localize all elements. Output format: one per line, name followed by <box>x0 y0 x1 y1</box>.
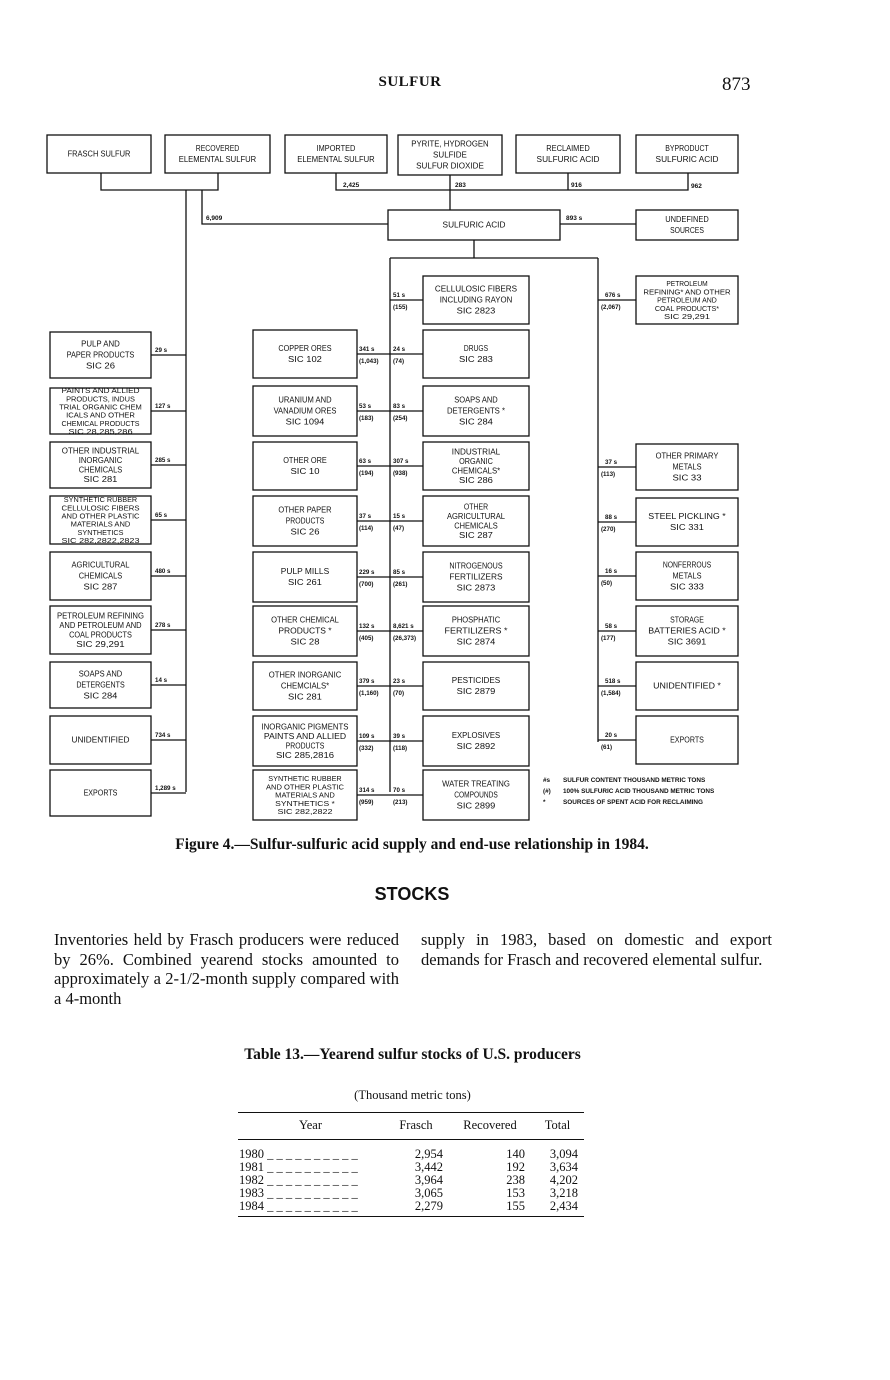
source-recovered-box-label: ELEMENTAL SULFUR <box>178 155 257 165</box>
mid-use-box-1-label: SIC 102 <box>288 355 322 365</box>
center-use-box-3 <box>423 386 529 436</box>
legend <box>543 777 715 806</box>
left-use-box-5-label: SIC 287 <box>83 582 118 592</box>
mid-use-box-1-label: COPPER ORES <box>278 344 332 354</box>
cell-year: 1982 _ _ _ _ _ _ _ _ _ _ <box>239 1173 358 1187</box>
right-use-box-6 <box>636 662 738 710</box>
center-use-box-7-label: SIC 2874 <box>456 637 497 647</box>
center-acid-value: (155) <box>393 304 408 311</box>
center-acid-value: (261) <box>393 581 408 588</box>
left-flow-value: 127 s <box>155 403 171 410</box>
column-header-year: Year <box>238 1113 383 1140</box>
mid-acid-value: (405) <box>359 635 374 642</box>
acid-source-bus-line <box>336 173 688 190</box>
source-recovered-box-frame <box>165 135 270 173</box>
section-heading-stocks: STOCKS <box>374 884 450 904</box>
center-use-box-7 <box>423 606 529 656</box>
center-use-box-6-label: FERTILIZERS <box>449 572 503 582</box>
sulfuric-acid-box-label: SULFURIC ACID <box>442 220 506 230</box>
center-use-box-3-label: SOAPS AND <box>454 395 499 405</box>
legend-text: SOURCES OF SPENT ACID FOR RECLAIMING <box>563 799 704 806</box>
right-use-box-5-label: STORAGE <box>670 615 704 625</box>
left-use-box-2-label: TRIAL ORGANIC CHEM <box>59 402 142 412</box>
left-use-box-2-label: PRODUCTS, INDUS <box>66 394 135 404</box>
source-reclaimed-box <box>516 135 620 173</box>
source-byproduct-box-label: SULFURIC ACID <box>655 155 719 165</box>
center-flow-value: 15 s <box>393 513 406 520</box>
mid-acid-value: (183) <box>359 415 374 422</box>
mid-flow-value: 379 s <box>359 678 375 685</box>
center-use-box-10-label: COMPOUNDS <box>454 790 498 800</box>
mid-acid-value: (332) <box>359 745 374 752</box>
mid-use-box-4-label: PRODUCTS <box>285 516 325 526</box>
source-reclaimed-box-frame <box>516 135 620 173</box>
right-use-box-4-label: NONFERROUS <box>662 560 712 570</box>
right-use-box-1 <box>636 276 738 324</box>
mid-flow-value: 53 s <box>359 403 372 410</box>
center-use-box-5-label: AGRICULTURAL <box>446 511 506 521</box>
cell-recovered: 155 <box>449 1200 531 1217</box>
center-use-box-4-label: INDUSTRIAL <box>451 447 501 457</box>
cell-recovered: 192 <box>506 1160 525 1174</box>
left-use-box-6 <box>50 606 151 654</box>
center-use-box-7-label: PHOSPHATIC <box>451 615 501 625</box>
mid-acid-value: (1,160) <box>359 690 379 697</box>
mid-acid-value: (194) <box>359 470 374 477</box>
flow-label-elemental: 6,909 <box>206 215 223 222</box>
center-use-box-9-label: EXPLOSIVES <box>451 731 501 741</box>
right-use-box-5-label: SIC 3691 <box>667 637 707 647</box>
right-use-box-4-label: SIC 333 <box>670 582 704 592</box>
left-use-box-5 <box>50 552 151 600</box>
left-use-box-5-label: AGRICULTURAL <box>71 560 131 570</box>
page-number: 873 <box>722 74 751 95</box>
mid-use-box-3-label: OTHER ORE <box>283 456 327 466</box>
center-flow-value: 51 s <box>393 292 406 299</box>
left-flow-value: 285 s <box>155 457 171 464</box>
right-use-box-3 <box>636 498 738 546</box>
right-acid-value: (2,067) <box>601 304 621 311</box>
right-acid-value: (1,584) <box>601 690 621 697</box>
center-acid-value: (254) <box>393 415 408 422</box>
connector-lines <box>101 173 688 795</box>
right-flow-value: 518 s <box>605 678 621 685</box>
body-paragraph-left: Inventories held by Frasch producers were reduced by 26%. Combined yearend stocks amounted to approximately a 2-1/2-month supply compared with a 4-month <box>54 930 399 1008</box>
center-use-box-1-label: SIC 2823 <box>456 306 496 316</box>
left-use-box-6-label: PETROLEUM REFINING <box>56 611 145 621</box>
cell-recovered: 153 <box>506 1186 525 1200</box>
mid-use-box-1-frame <box>253 330 357 378</box>
mid-use-box-1 <box>253 330 357 378</box>
left-use-box-2-label: ICALS AND OTHER <box>66 410 135 420</box>
table-title: Table 13.—Yearend sulfur stocks of U.S. producers <box>244 1046 581 1063</box>
right-use-box-2-label: OTHER PRIMARY <box>655 451 720 461</box>
source-recovered-box <box>165 135 270 173</box>
flow-label-imported: 2,425 <box>343 182 360 189</box>
table-header-row <box>238 1113 584 1140</box>
left-use-box-2-label: SIC 28,285,286 <box>68 427 133 437</box>
flow-label-pyrite: 283 <box>455 182 466 189</box>
right-use-box-4-label: METALS <box>672 571 702 581</box>
mid-use-box-6 <box>253 606 357 656</box>
column-header-frasch: Frasch <box>383 1113 449 1140</box>
cell-year: 1983 _ _ _ _ _ _ _ _ _ _ <box>239 1186 358 1200</box>
mid-use-box-8-label: SIC 285,2816 <box>275 751 335 761</box>
mid-use-box-2 <box>253 386 357 436</box>
diagram-boxes <box>47 135 738 820</box>
left-use-box-1 <box>50 332 151 378</box>
elemental-bus-line <box>101 173 218 190</box>
center-use-box-4 <box>423 442 529 490</box>
left-use-box-1-label: SIC 26 <box>85 361 116 371</box>
mid-use-box-9-label: SYNTHETICS * <box>275 798 335 808</box>
cell-recovered: 140 <box>506 1147 525 1161</box>
mid-use-box-4-label: SIC 26 <box>290 527 320 537</box>
cell-total: 4,202 <box>549 1173 578 1187</box>
center-use-box-5 <box>423 496 529 546</box>
center-acid-value: (118) <box>393 745 408 752</box>
legend-symbol: (#) <box>543 788 551 795</box>
source-pyrite-box-label: PYRITE, HYDROGEN <box>411 139 489 149</box>
table-units: (Thousand metric tons) <box>354 1088 471 1102</box>
center-flow-value: 24 s <box>393 346 406 353</box>
mid-use-box-7-label: CHEMCIALS* <box>280 681 330 691</box>
right-acid-value: (177) <box>601 635 616 642</box>
right-use-box-1-label: COAL PRODUCTS* <box>654 303 720 313</box>
mid-use-box-9-label: SYNTHETIC RUBBER <box>268 774 342 784</box>
right-flow-value: 16 s <box>605 568 618 575</box>
cell-total: 2,434 <box>531 1200 584 1217</box>
mid-use-box-7-label: OTHER INORGANIC <box>268 670 342 680</box>
right-use-box-1-label: SIC 29,291 <box>664 311 710 321</box>
center-use-box-8-label: PESTICIDES <box>451 676 501 686</box>
left-use-box-4-label: CELLULOSIC FIBERS <box>61 503 140 513</box>
source-reclaimed-box-label: SULFURIC ACID <box>536 155 600 165</box>
mid-use-box-2-label: URANIUM AND <box>278 395 332 405</box>
left-use-box-3-label: CHEMICALS <box>78 465 123 475</box>
left-use-box-4-label: AND OTHER PLASTIC <box>61 511 141 521</box>
source-reclaimed-box-label: RECLAIMED <box>546 144 591 154</box>
figure-caption: Figure 4.—Sulfur-sulfuric acid supply and end-use relationship in 1984. <box>175 836 649 853</box>
center-use-box-5-label: CHEMICALS <box>454 521 498 531</box>
center-acid-value: (938) <box>393 470 408 477</box>
flow-label-byproduct: 962 <box>691 183 702 190</box>
center-use-box-5-label: OTHER <box>463 502 489 512</box>
legend-symbol: #s <box>543 777 551 784</box>
column-header-recovered: Recovered <box>449 1113 531 1140</box>
center-use-box-9-frame <box>423 716 529 766</box>
left-flow-value: 29 s <box>155 347 168 354</box>
left-use-box-6-label: COAL PRODUCTS <box>69 630 132 640</box>
mid-flow-value: 109 s <box>359 733 375 740</box>
stocks-table <box>238 1112 584 1217</box>
left-use-box-6-label: AND PETROLEUM AND <box>59 620 142 630</box>
mid-use-box-3-label: SIC 10 <box>290 467 321 477</box>
left-flow-value: 734 s <box>155 732 171 739</box>
right-use-box-2-label: SIC 33 <box>672 473 702 483</box>
mid-use-box-8-label: PAINTS AND ALLIED <box>263 731 347 741</box>
mid-use-box-8-label: PRODUCTS <box>285 741 325 751</box>
center-use-box-2-label: SIC 283 <box>459 355 493 365</box>
undefined-sources-box-label: SOURCES <box>670 226 704 236</box>
right-use-box-2-label: METALS <box>672 462 702 472</box>
cell-year: 1981 _ _ _ _ _ _ _ _ _ _ <box>239 1160 358 1174</box>
legend-symbol: * <box>543 799 546 806</box>
column-header-total: Total <box>531 1113 584 1140</box>
source-byproduct-box-label: BYPRODUCT <box>665 144 709 154</box>
center-flow-value: 83 s <box>393 403 406 410</box>
left-use-box-4-label: SIC 282,2822,2823 <box>61 536 140 546</box>
mid-use-box-9-label: SIC 282,2822 <box>277 806 333 816</box>
center-use-box-2 <box>423 330 529 378</box>
mid-use-box-6-label: PRODUCTS * <box>278 626 332 636</box>
left-use-box-4-label: SYNTHETICS <box>77 527 124 537</box>
left-use-box-1-label: PULP AND <box>81 339 121 349</box>
source-frasch-box <box>47 135 151 173</box>
center-use-box-9-label: SIC 2892 <box>456 742 496 752</box>
legend-text: SULFUR CONTENT THOUSAND METRIC TONS <box>563 777 706 784</box>
center-use-box-1 <box>423 276 529 324</box>
mid-use-box-8 <box>253 716 357 766</box>
undefined-sources-box-label: UNDEFINED <box>665 215 710 225</box>
center-use-box-6-label: SIC 2873 <box>456 583 496 593</box>
right-acid-value: (50) <box>601 580 613 587</box>
cell-frasch: 3,964 <box>414 1173 443 1187</box>
center-acid-value: (47) <box>393 525 405 532</box>
mid-use-box-2-label: SIC 1094 <box>285 417 326 427</box>
right-flow-value: 58 s <box>605 623 618 630</box>
center-use-box-8 <box>423 662 529 710</box>
sulfuric-acid-box <box>388 210 560 240</box>
mid-acid-value: (959) <box>359 799 374 806</box>
source-pyrite-box-label: SULFUR DIOXIDE <box>416 161 484 171</box>
right-use-box-7-label: EXPORTS <box>670 735 704 745</box>
center-use-box-4-label: ORGANIC <box>459 456 494 466</box>
right-use-box-5 <box>636 606 738 656</box>
left-use-box-7-label: DETERGENTS <box>76 680 125 690</box>
left-use-box-3-label: SIC 281 <box>83 475 118 485</box>
center-use-box-3-label: SIC 284 <box>459 417 494 427</box>
mid-use-box-3 <box>253 442 357 490</box>
right-use-box-1-label: PETROLEUM AND <box>657 295 717 305</box>
mid-use-box-7 <box>253 662 357 710</box>
source-imported-box-label: IMPORTED <box>316 144 356 154</box>
right-flow-value: 88 s <box>605 514 618 521</box>
center-use-box-10-label: SIC 2899 <box>456 801 496 811</box>
left-flow-value: 14 s <box>155 677 168 684</box>
mid-use-box-3-frame <box>253 442 357 490</box>
source-imported-box-label: ELEMENTAL SULFUR <box>297 155 376 165</box>
center-flow-value: 39 s <box>393 733 406 740</box>
left-use-box-2-label: CHEMICAL PRODUCTS <box>61 418 140 428</box>
table-row <box>238 1200 584 1217</box>
table-row <box>238 1140 584 1162</box>
left-flow-value: 278 s <box>155 622 171 629</box>
cell-frasch: 3,442 <box>414 1160 443 1174</box>
right-use-box-3-frame <box>636 498 738 546</box>
right-use-box-1-label: REFINING* AND OTHER <box>643 287 731 297</box>
elemental-to-acid-line <box>202 190 388 224</box>
mid-acid-value: (114) <box>359 525 374 532</box>
center-flow-value: 307 s <box>393 458 409 465</box>
mid-flow-value: 341 s <box>359 346 375 353</box>
center-use-box-2-label: DRUGS <box>463 344 489 354</box>
center-flow-value: 70 s <box>393 787 406 794</box>
right-acid-value: (61) <box>601 744 613 751</box>
source-imported-box-frame <box>285 135 387 173</box>
source-pyrite-box-label: SULFIDE <box>433 150 467 160</box>
center-use-box-4-label: SIC 286 <box>459 476 493 486</box>
left-use-box-1-label: PAPER PRODUCTS <box>66 350 135 360</box>
source-imported-box <box>285 135 387 173</box>
left-use-box-8-label: UNIDENTIFIED <box>71 735 130 745</box>
right-acid-value: (113) <box>601 471 616 478</box>
right-use-box-2 <box>636 444 738 490</box>
left-use-box-3-label: INORGANIC <box>78 455 123 465</box>
center-use-box-5-label: SIC 287 <box>459 531 493 541</box>
center-use-box-10 <box>423 770 529 820</box>
left-use-box-3 <box>50 442 151 488</box>
cell-total: 3,218 <box>549 1186 578 1200</box>
mid-use-box-5-label: PULP MILLS <box>280 567 330 577</box>
cell-frasch: 2,954 <box>414 1147 443 1161</box>
left-use-box-7-label: SIC 284 <box>83 691 119 701</box>
center-use-box-1-label: INCLUDING RAYON <box>439 295 513 305</box>
mid-use-box-9-label: AND OTHER PLASTIC <box>266 782 345 792</box>
mid-use-box-4-label: OTHER PAPER <box>278 505 332 515</box>
center-use-box-8-label: SIC 2879 <box>456 687 496 697</box>
right-use-box-3-label: SIC 331 <box>670 523 704 533</box>
mid-use-box-5 <box>253 552 357 602</box>
right-flow-value: 20 s <box>605 732 618 739</box>
center-flow-value: 8,621 s <box>393 623 414 630</box>
mid-use-box-4 <box>253 496 357 546</box>
center-use-box-4-label: CHEMICALS* <box>451 466 501 476</box>
mid-acid-value: (1,043) <box>359 358 379 365</box>
center-use-box-2-frame <box>423 330 529 378</box>
running-header-title: SULFUR <box>378 74 442 90</box>
left-use-box-5-label: CHEMICALS <box>78 571 123 581</box>
mid-use-box-8-label: INORGANIC PIGMENTS <box>261 722 349 732</box>
center-acid-value: (70) <box>393 690 405 697</box>
cell-year: 1980 _ _ _ _ _ _ _ _ _ _ <box>239 1147 358 1161</box>
mid-use-box-2-label: VANADIUM ORES <box>273 406 337 416</box>
mid-use-box-5-frame <box>253 552 357 602</box>
left-use-box-4-label: SYNTHETIC RUBBER <box>63 495 138 505</box>
left-use-box-6-label: SIC 29,291 <box>76 640 125 650</box>
right-use-box-1-label: PETROLEUM <box>666 279 708 289</box>
center-flow-value: 85 s <box>393 569 406 576</box>
center-use-box-6 <box>423 552 529 602</box>
mid-use-box-6-label: SIC 28 <box>290 637 320 647</box>
mid-flow-value: 132 s <box>359 623 375 630</box>
mid-use-box-9 <box>253 770 357 820</box>
mid-use-box-5-label: SIC 261 <box>288 578 322 588</box>
cell-frasch: 2,279 <box>383 1200 449 1217</box>
source-byproduct-box <box>636 135 738 173</box>
left-use-box-9-label: EXPORTS <box>83 788 118 798</box>
left-use-box-2-label: PAINTS AND ALLIED <box>61 386 140 396</box>
mid-flow-value: 37 s <box>359 513 372 520</box>
cell-recovered: 238 <box>506 1173 525 1187</box>
cell-total: 3,634 <box>549 1160 578 1174</box>
undefined-sources-box <box>636 210 738 240</box>
source-frasch-box-label: FRASCH SULFUR <box>67 149 131 159</box>
right-flow-value: 676 s <box>605 292 621 299</box>
mid-flow-value: 63 s <box>359 458 372 465</box>
right-use-box-7 <box>636 716 738 764</box>
left-use-box-4-label: MATERIALS AND <box>70 519 131 529</box>
left-use-box-7 <box>50 662 151 708</box>
right-use-box-4 <box>636 552 738 600</box>
mid-use-box-6-label: OTHER CHEMICAL <box>271 615 340 625</box>
left-use-box-8 <box>50 716 151 764</box>
right-acid-value: (270) <box>601 526 616 533</box>
right-use-box-3-label: STEEL PICKLING * <box>648 512 726 522</box>
center-use-box-7-label: FERTILIZERS * <box>444 626 508 636</box>
mid-flow-value: 229 s <box>359 569 375 576</box>
center-use-box-6-label: NITROGENOUS <box>449 561 503 571</box>
source-recovered-box-label: RECOVERED <box>195 144 240 154</box>
center-flow-value: 23 s <box>393 678 406 685</box>
left-use-box-3-label: OTHER INDUSTRIAL <box>61 446 140 456</box>
center-acid-value: (74) <box>393 358 405 365</box>
cell-frasch: 3,065 <box>414 1186 443 1200</box>
center-use-box-1-label: CELLULOSIC FIBERS <box>434 284 518 294</box>
body-paragraph-right: supply in 1983, based on domestic and export demands for Frasch and recovered elemental sulfur. <box>421 930 772 969</box>
left-use-box-7-label: SOAPS AND <box>78 669 123 679</box>
mid-acid-value: (700) <box>359 581 374 588</box>
cell-total: 3,094 <box>549 1147 578 1161</box>
right-flow-value: 37 s <box>605 459 618 466</box>
center-use-box-3-label: DETERGENTS * <box>446 406 506 416</box>
mid-flow-value: 314 s <box>359 787 375 794</box>
center-use-box-10-label: WATER TREATING <box>442 779 510 789</box>
flow-label-undefined: 893 s <box>566 215 583 222</box>
left-use-box-9 <box>50 770 151 816</box>
center-acid-value: (213) <box>393 799 408 806</box>
center-use-box-8-frame <box>423 662 529 710</box>
right-use-box-6-label: UNIDENTIFIED * <box>653 681 721 691</box>
mid-use-box-7-label: SIC 281 <box>288 692 322 702</box>
right-use-box-5-label: BATTERIES ACID * <box>648 626 726 636</box>
left-use-box-2 <box>50 386 151 436</box>
mid-use-box-9-label: MATERIALS AND <box>275 790 335 800</box>
flow-label-reclaimed: 916 <box>571 182 582 189</box>
source-pyrite-box <box>398 135 502 175</box>
left-flow-value: 65 s <box>155 512 168 519</box>
left-flow-value: 480 s <box>155 568 171 575</box>
center-use-box-9 <box>423 716 529 766</box>
left-flow-value: 1,289 s <box>155 785 176 792</box>
source-byproduct-box-frame <box>636 135 738 173</box>
left-use-box-4 <box>50 495 151 545</box>
center-acid-value: (26,373) <box>393 635 417 642</box>
legend-text: 100% SULFURIC ACID THOUSAND METRIC TONS <box>563 788 715 795</box>
cell-year: 1984 _ _ _ _ _ _ _ _ _ _ <box>238 1200 383 1217</box>
